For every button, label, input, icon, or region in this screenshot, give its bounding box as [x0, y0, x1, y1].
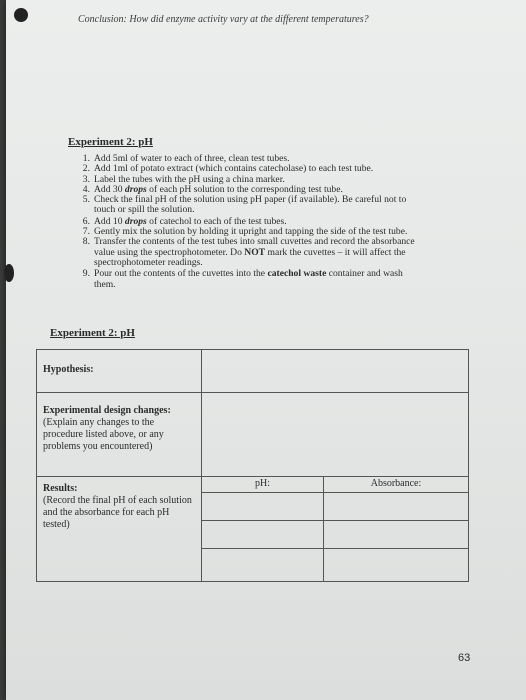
results-table — [36, 349, 469, 582]
ph-value-cell[interactable] — [202, 549, 324, 582]
absorbance-value-cell[interactable] — [324, 493, 469, 521]
absorbance-value-cell[interactable] — [324, 521, 469, 549]
procedure-step: 5. Check the final pH of the solution using pH paper (if available). Be careful not to touch or spill the solution. — [82, 194, 407, 216]
table-heading: Experiment 2: pH — [50, 327, 135, 339]
procedure-step: 8. Transfer the contents of the test tubes into small cuvettes and record the absorbance value using the spectrophotometer. Do NOT mark the cuvettes – it will affect the spectrophotometer readings. — [82, 236, 415, 268]
conclusion-prompt: Conclusion: How did enzyme activity vary at the different temperatures? — [78, 14, 369, 25]
procedure-step: 4. Add 30 drops of each pH solution to the corresponding test tube. — [82, 183, 343, 195]
absorbance-header-cell: Absorbance: — [324, 477, 469, 493]
ph-value-cell[interactable] — [202, 493, 324, 521]
procedure-step: 3. Label the tubes with the pH using a china marker. — [82, 173, 285, 185]
procedure-list — [76, 154, 476, 290]
procedure-step: 9. Pour out the contents of the cuvettes into the catechol waste container and wash them. — [82, 268, 403, 290]
procedure-step: 2. Add 1ml of potato extract (which contains catecholase) to each test tube. — [82, 163, 374, 175]
absorbance-value-cell[interactable] — [324, 549, 469, 582]
procedure-step: 7. Gently mix the solution by holding it upright and tapping the side of the test tube. — [82, 226, 408, 238]
hypothesis-answer-cell[interactable] — [202, 350, 469, 393]
page-number: 63 — [458, 652, 471, 664]
ph-header-cell: pH: — [202, 477, 324, 493]
binder-hole-icon — [14, 8, 28, 22]
procedure-step: 6. Add 10 drops of catechol to each of the test tubes. — [82, 215, 287, 227]
results-label-cell: Results: (Record the final pH of each solution and the absorbance for each pH tested) — [37, 477, 202, 582]
ph-value-cell[interactable] — [202, 521, 324, 549]
binder-hole-icon — [4, 264, 14, 282]
design-label-cell: Experimental design changes: (Explain any changes to the procedure listed above, or any problems you encountered) — [37, 393, 202, 477]
hypothesis-label-cell: Hypothesis: — [37, 350, 202, 393]
design-answer-cell[interactable] — [202, 393, 469, 477]
worksheet-page — [6, 0, 526, 700]
experiment-heading: Experiment 2: pH — [68, 136, 153, 148]
procedure-step: 1. Add 5ml of water to each of three, clean test tubes. — [82, 153, 290, 164]
